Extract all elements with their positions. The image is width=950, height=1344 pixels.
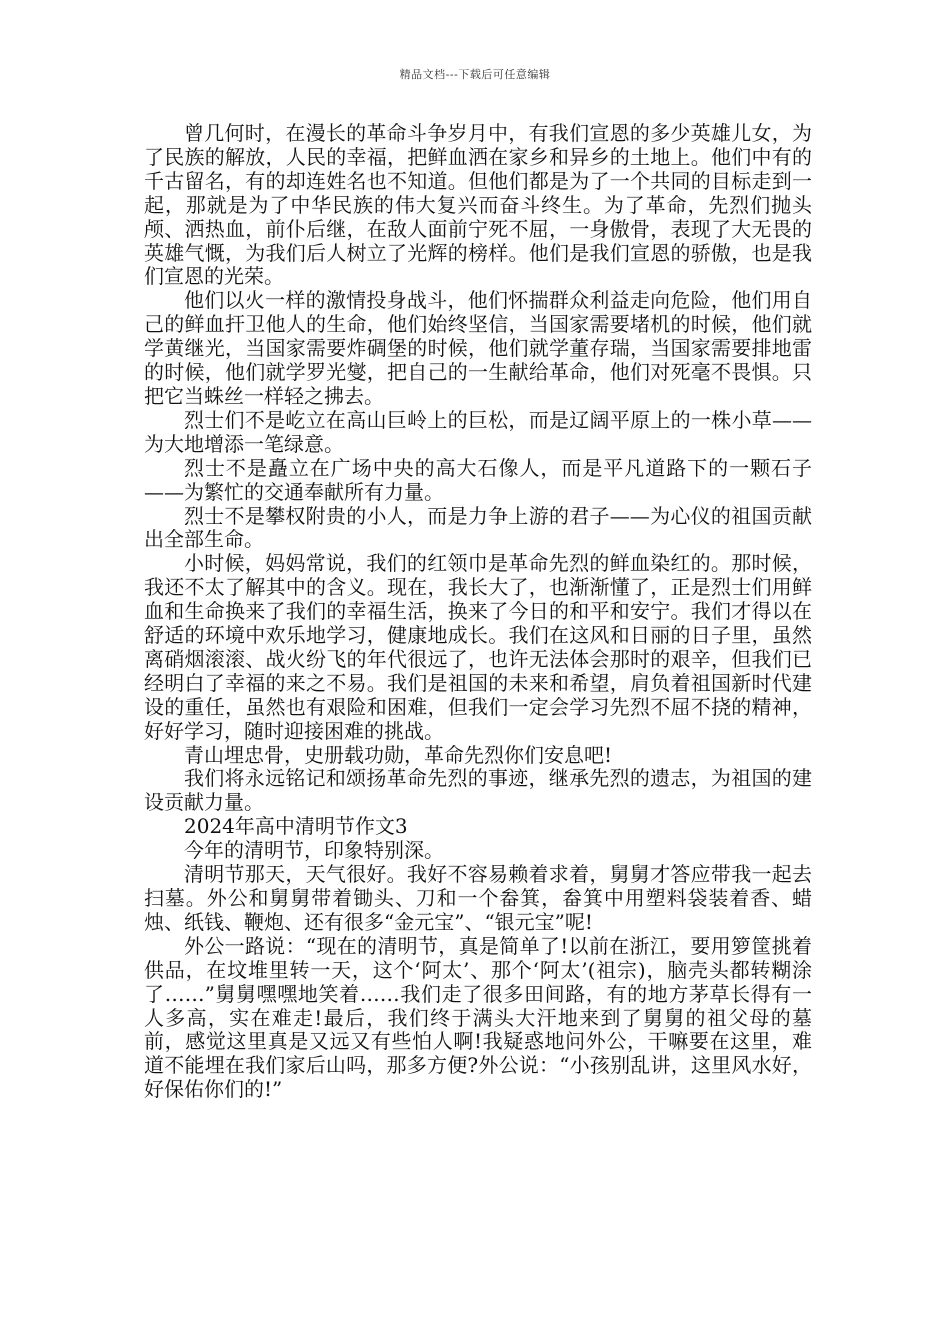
paragraph: 烈士们不是屹立在高山巨岭上的巨松，而是辽阔平原上的一株小草——为大地增添一笔绿意。	[144, 407, 812, 456]
paragraph: 烈士不是矗立在广场中央的高大石像人，而是平凡道路下的一颗石子——为繁忙的交通奉献所有力量。	[144, 455, 812, 504]
paragraph: 小时候，妈妈常说，我们的红领巾是革命先烈的鲜血染红的。那时候，我还不太了解其中的含义。现在，我长大了，也渐渐懂了，正是烈士们用鲜血和生命换来了我们的幸福生活，换来了今日的和平和安宁。我们才得以在舒适的环境中欢乐地学习，健康地成长。我们在这风和日丽的日子里，虽然离硝烟滚滚、战火纷飞的年代很远了，也许无法体会那时的艰辛，但我们已经明白了幸福的来之不易。我们是祖国的未来和希望，肩负着祖国新时代建设的重任，虽然也有艰险和困难，但我们一定会学习先烈不屈不挠的精神，好好学习，随时迎接困难的挑战。	[144, 551, 812, 743]
paragraph: 清明节那天，天气很好。我好不容易赖着求着，舅舅才答应带我一起去扫墓。外公和舅舅带着锄头、刀和一个畚箕，畚箕中用塑料袋装着香、蜡烛、纸钱、鞭炮、还有很多“金元宝”、“银元宝”呢!	[144, 862, 812, 934]
paragraph: 外公一路说：“现在的清明节，真是简单了!以前在浙江，要用箩筐挑着供品，在坟堆里转一天，这个‘阿太’、那个‘阿太’(祖宗)，脑壳头都转糊涂了……”舅舅嘿嘿地笑着……我们走了很多田间路，有的地方茅草长得有一人多高，实在难走!最后，我们终于满头大汗地来到了舅舅的祖父母的墓前，感觉这里真是又远又有些怕人啊!我疑惑地问外公，干嘛要在这里，难道不能埋在我们家后山吗，那多方便?外公说：“小孩别乱讲，这里风水好，好保佑你们的!”	[144, 933, 812, 1102]
page-header: 精品文档---下载后可任意编辑	[399, 68, 551, 81]
section-title: 2024年高中清明节作文3	[184, 814, 408, 839]
paragraph: 我们将永远铭记和颂扬革命先烈的事迹，继承先烈的遗志，为祖国的建设贡献力量。	[144, 766, 812, 815]
paragraph: 烈士不是攀权附贵的小人，而是力争上游的君子——为心仪的祖国贡献出全部生命。	[144, 503, 812, 552]
document-body	[144, 122, 812, 1102]
paragraph: 青山埋忠骨，史册载功勋，革命先烈你们安息吧!	[184, 742, 613, 767]
paragraph: 曾几何时，在漫长的革命斗争岁月中，有我们宣恩的多少英雄儿女，为了民族的解放，人民的幸福，把鲜血洒在家乡和异乡的土地上。他们中有的千古留名，有的却连姓名也不知道。但他们都是为了一个共同的目标走到一起，那就是为了中华民族的伟大复兴而奋斗终生。为了革命，先烈们抛头颅、洒热血，前仆后继，在敌人面前宁死不屈，一身傲骨，表现了大无畏的英雄气慨，为我们后人树立了光辉的榜样。他们是我们宣恩的骄傲，也是我们宣恩的光荣。	[144, 121, 812, 289]
paragraph: 他们以火一样的激情投身战斗，他们怀揣群众利益走向危险，他们用自己的鲜血扞卫他人的生命，他们始终坚信，当国家需要堵机的时候，他们就学黄继光，当国家需要炸碉堡的时候，他们就学董存瑞，当国家需要排地雷的时候，他们就学罗光燮，把自己的一生献给革命，他们对死毫不畏惧。只把它当蛛丝一样轻之拂去。	[144, 288, 812, 408]
paragraph: 今年的清明节，印象特别深。	[184, 838, 444, 863]
